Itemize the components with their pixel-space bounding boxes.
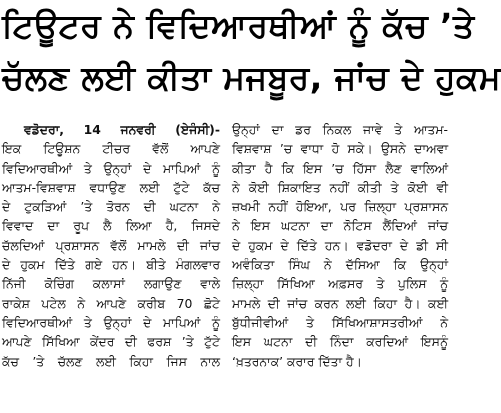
body-line: ਕੀਤਾ ਹੈ ਕਿ ਇਸ ’ਚ ਹਿੱਸਾ ਲੈਣ ਵਾਲਿਆਂ [232, 160, 448, 176]
body-left-column [2, 120, 220, 413]
body-line: ਵਿਵਾਦ ਦਾ ਰੂਪ ਲੈ ਲਿਆ ਹੈ, ਜਿਸਦੇ [2, 218, 220, 234]
body-line: ਚੱਲਦਿਆਂ ਪ੍ਰਸ਼ਾਸਨ ਵੱਲੋਂ ਮਾਮਲੇ ਦੀ ਜਾਂਚ [2, 237, 220, 253]
body-line: ਰਾਕੇਸ਼ ਪਟੇਲ ਨੇ ਆਪਣੇ ਕਰੀਬ 70 ਛੋਟੇ [2, 295, 220, 311]
body-line: ਵਿਦਿਆਰਥੀਆਂ ਤੇ ਉਨ੍ਹਾਂ ਦੇ ਮਾਪਿਆਂ ਨੂੰ [2, 160, 220, 176]
body-line: ਨੇ ਕੋਈ ਸ਼ਿਕਾਇਤ ਨਹੀਂ ਕੀਤੀ ਤੇ ਕੋਈ ਵੀ [232, 179, 448, 195]
body-line: ਦੇ ਹੁਕਮ ਦਿੱਤੇ ਗਏ ਹਨ। ਬੀਤੇ ਮੰਗਲਵਾਰ [2, 257, 220, 273]
body-line: ਆਪਣੇ ਸਿੱਖਿਆ ਕੇਂਦਰ ਦੀ ਫਰਸ਼ ’ਤੇ ਟੁੱਟੇ [2, 334, 220, 350]
body-line: ਜ਼ਖਮੀ ਨਹੀਂ ਹੋਇਆ, ਪਰ ਜ਼ਿਲ੍ਹਾ ਪ੍ਰਸ਼ਾਸਨ [232, 199, 448, 215]
body-line: ਵਿਸ਼ਵਾਸ਼ ’ਚ ਵਾਧਾ ਹੋ ਸਕੇ। ਉਸਨੇ ਦਾਅਵਾ [232, 141, 448, 157]
dateline: ਵਡੋਦਰਾ, 14 ਜਨਵਰੀ (ਏਜੰਸੀ)- [24, 122, 220, 137]
body-line: ਨਿੱਜੀ ਕੋਚਿੰਗ ਕਲਾਸਾਂ ਲਗਾਉਣ ਵਾਲੇ [2, 276, 220, 292]
body-line: ਦੇ ਹੁਕਮ ਦੇ ਦਿੱਤੇ ਹਨ। ਵਡੋਦਰਾ ਦੇ ਡੀ ਸੀ [232, 237, 448, 253]
body-line: ਕੱਚ ’ਤੇ ਚੱਲਣ ਲਈ ਕਿਹਾ ਜਿਸ ਨਾਲ [2, 353, 220, 369]
body-line: ‘ਖ਼ਤਰਨਾਕ’ ਕਰਾਰ ਦਿੱਤਾ ਹੈ। [232, 353, 362, 369]
body-line: ਦੇ ਟੁਕੜਿਆਂ ’ਤੇ ਤੋਰਨ ਦੀ ਘਟਨਾ ਨੇ [2, 199, 220, 215]
body-line: ਵਿਦਿਆਰਥੀਆਂ ਤੇ ਉਨ੍ਹਾਂ ਦੇ ਮਾਪਿਆਂ ਨੂੰ [2, 314, 220, 330]
body-line: ਬੁੱਧੀਜੀਵੀਆਂ ਤੇ ਸਿੱਖਿਆਸ਼ਾਸਤਰੀਆਂ ਨੇ [232, 314, 448, 330]
headline-line-1: ਟਿਊਟਰ ਨੇ ਵਿਦਿਆਰਥੀਆਂ ਨੂੰ ਕੱਚ ’ਤੇ [2, 6, 475, 45]
body-right-column [232, 120, 448, 413]
headline-line-2: ਚੱਲਣ ਲਈ ਕੀਤਾ ਮਜਬੂਰ, ਜਾਂਚ ਦੇ ਹੁਕਮ [2, 58, 501, 97]
body-line: ਅਵੰਕਿਤਾ ਸਿੰਘ ਨੇ ਦੱਸਿਆ ਕਿ ਉਨ੍ਹਾਂ [232, 257, 448, 273]
body-line: ਨੇ ਇਸ ਘਟਨਾ ਦਾ ਨੋਟਿਸ ਲੈਂਦਿਆਂ ਜਾਂਚ [232, 218, 448, 234]
body-line: ਉਨ੍ਹਾਂ ਦਾ ਡਰ ਨਿਕਲ ਜਾਵੇ ਤੇ ਆਤਮ- [232, 122, 448, 137]
body-line: ਮਾਮਲੇ ਦੀ ਜਾਂਚ ਕਰਨ ਲਈ ਕਿਹਾ ਹੈ। ਕਈ [232, 295, 448, 311]
body-line: ਇਸ ਘਟਨਾ ਦੀ ਨਿੰਦਾ ਕਰਦਿਆਂ ਇਸਨੂੰ [232, 334, 448, 350]
body-line: ਆਤਮ-ਵਿਸ਼ਵਾਸ਼ ਵਧਾਉਣ ਲਈ ਟੁੱਟੇ ਕੱਚ [2, 179, 220, 195]
body-line: ਇਕ ਟਿਊਸ਼ਨ ਟੀਚਰ ਵੱਲੋਂ ਆਪਣੇ [2, 141, 220, 157]
body-line: ਜ਼ਿਲ੍ਹਾ ਸਿੱਖਿਆ ਅਫ਼ਸਰ ਤੇ ਪੁਲਿਸ ਨੂੰ [232, 276, 448, 292]
